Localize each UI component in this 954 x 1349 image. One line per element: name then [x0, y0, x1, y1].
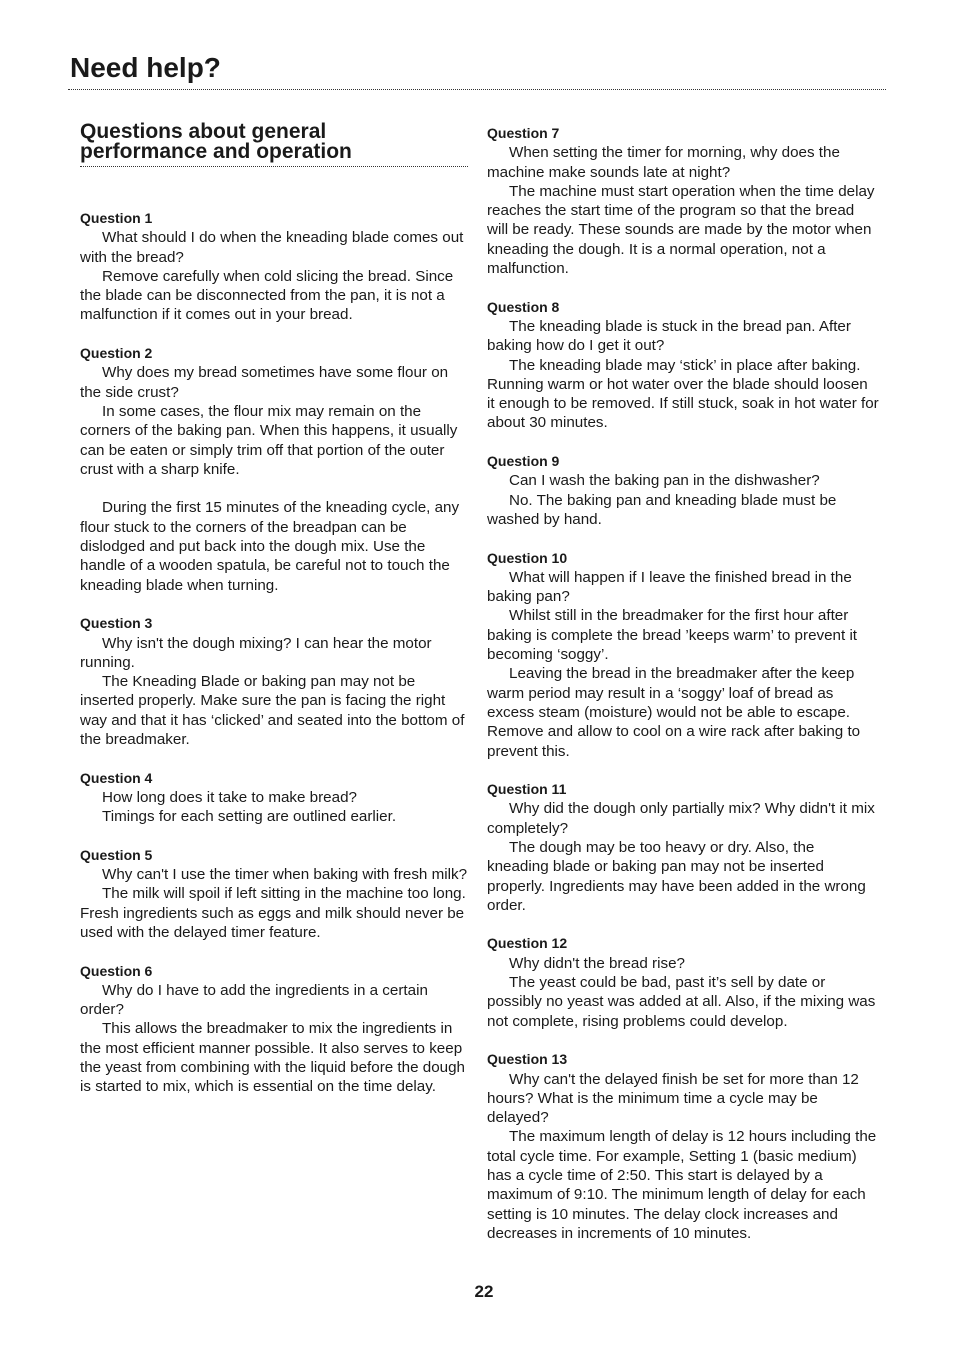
question-title: Question 10 [487, 549, 568, 566]
question-text: When setting the timer for morning, why does the machine make sounds late at night? [487, 144, 840, 181]
section-spacer [80, 167, 470, 209]
answer-text: In some cases, the flour mix may remain on the corners of the baking pan. When this happens, it usually can be eaten or simply trim off that portion of the outer crust with a sharp knife. [80, 402, 458, 478]
answer-text: This allows the breadmaker to mix the ingredients in the most efficient manner possible. It also serves to keep the yeast from combining with the liquid before the dough is started to mix, which is essential on the time delay. [80, 1020, 465, 1096]
question-text: Why did the dough only partially mix? Why didn't it mix completely? [487, 800, 875, 837]
question-title: Question 4 [80, 769, 153, 786]
question-block [80, 962, 470, 1097]
section-heading-line-2: performance and operation [80, 140, 352, 163]
question-block [487, 452, 879, 529]
answer-text: Leaving the bread in the breadmaker after the keep warm period may result in a ‘soggy’ loaf of bread as excess steam (moisture) would not be able to escape. Remove and allow to cool on a wire rack after baking to prevent this. [487, 665, 861, 760]
answer-text: Whilst still in the breadmaker for the first hour after baking is complete the bread ’keeps warm’ to prevent it becoming ‘soggy’. [487, 607, 858, 664]
answer-text: During the first 15 minutes of the kneading cycle, any flour stuck to the corners of the breadpan can be dislodged and put back into the dough mix. Use the handle of a wooden spatula, be careful not to touch the kneading blade when turning. [80, 499, 460, 594]
question-block [487, 549, 879, 761]
answer-text: Remove carefully when cold slicing the bread. Since the blade can be disconnected from the pan, it is not a malfunction if it comes out in your bread. [80, 267, 454, 324]
question-text: How long does it take to make bread? [102, 788, 357, 806]
question-text: Why can't I use the timer when baking with fresh milk? [102, 866, 468, 884]
answer-text: The maximum length of delay is 12 hours including the total cycle time. For example, Setting 1 (basic medium) has a cycle time of 2:50. This start is delayed by a maximum of 9:10. The minimum length of delay for each setting is 10 minutes. The delay clock increases and decreases in increments of 10 minutes. [487, 1128, 877, 1242]
page-title: Need help? [70, 52, 221, 83]
question-block [487, 934, 879, 1030]
left-column [80, 122, 470, 1116]
right-question-list [487, 124, 879, 1243]
question-block [487, 124, 879, 278]
question-text: The kneading blade is stuck in the bread pan. After baking how do I get it out? [487, 317, 851, 355]
question-text: Why didn't the bread rise? [509, 954, 685, 972]
question-title: Question 12 [487, 935, 568, 952]
question-title: Question 8 [487, 298, 560, 315]
right-column [487, 124, 879, 1263]
question-title: Question 9 [487, 453, 560, 470]
question-title: Question 5 [80, 846, 153, 863]
question-text: Why can't the delayed finish be set for more than 12 hours? What is the minimum time a cycle may be delayed? [487, 1070, 859, 1127]
left-question-list [80, 209, 470, 1097]
question-block [80, 846, 470, 942]
answer-text: The dough may be too heavy or dry. Also, the kneading blade or baking pan may not be inserted properly. Ingredients may have been added in the wrong order. [487, 838, 866, 914]
question-title: Question 3 [80, 615, 153, 632]
answer-text: The yeast could be bad, past it’s sell by date or possibly no yeast was added at all. Also, if the mixing was not complete, rising problems could develop. [487, 974, 876, 1030]
question-title: Question 11 [487, 781, 567, 798]
question-block [80, 769, 470, 827]
question-text: Can I wash the baking pan in the dishwasher? [509, 472, 820, 490]
question-block [80, 614, 470, 749]
question-text: What will happen if I leave the finished bread in the baking pan? [487, 568, 852, 606]
answer-text: The Kneading Blade or baking pan may not be inserted properly. Make sure the pan is facing the right way and that it has ‘clicked’ and seated into the bottom of the breadmaker. [80, 673, 465, 749]
question-title: Question 1 [80, 210, 153, 226]
question-text: Why does my bread sometimes have some flour on the side crust? [80, 364, 449, 401]
question-text: What should I do when the kneading blade comes out with the bread? [80, 229, 464, 266]
answer-text: The milk will spoil if left sitting in the machine too long. Fresh ingredients such as eggs and milk should never be used with the delayed timer feature. [80, 885, 466, 941]
question-title: Question 6 [80, 962, 153, 979]
title-divider [68, 89, 886, 90]
section-heading [80, 122, 468, 167]
question-text: Why do I have to add the ingredients in a certain order? [80, 981, 428, 1019]
section-heading-line-1: Questions about general [80, 120, 327, 143]
question-block [487, 298, 879, 433]
question-title: Question 13 [487, 1051, 568, 1068]
answer-text [80, 479, 470, 498]
question-block [80, 209, 470, 325]
question-block [80, 344, 470, 595]
question-block [487, 780, 879, 915]
page-number: 22 [474, 1282, 494, 1301]
answer-text: No. The baking pan and kneading blade must be washed by hand. [487, 491, 837, 528]
answer-text: The kneading blade may ‘stick’ in place after baking. Running warm or hot water over the blade should loosen it enough to be removed. If still stuck, soak in hot water for about 30 minutes. [487, 356, 879, 432]
question-text: Why isn't the dough mixing? I can hear the motor running. [80, 634, 432, 671]
question-title: Question 7 [487, 125, 560, 141]
answer-text: The machine must start operation when the time delay reaches the start time of the program so that the bread will be ready. These sounds are made by the motor when kneading the dough. It is a normal operation, not a malfunction. [487, 182, 875, 278]
question-block [487, 1050, 879, 1243]
answer-text: Timings for each setting are outlined earlier. [102, 808, 397, 826]
question-title: Question 2 [80, 345, 153, 362]
